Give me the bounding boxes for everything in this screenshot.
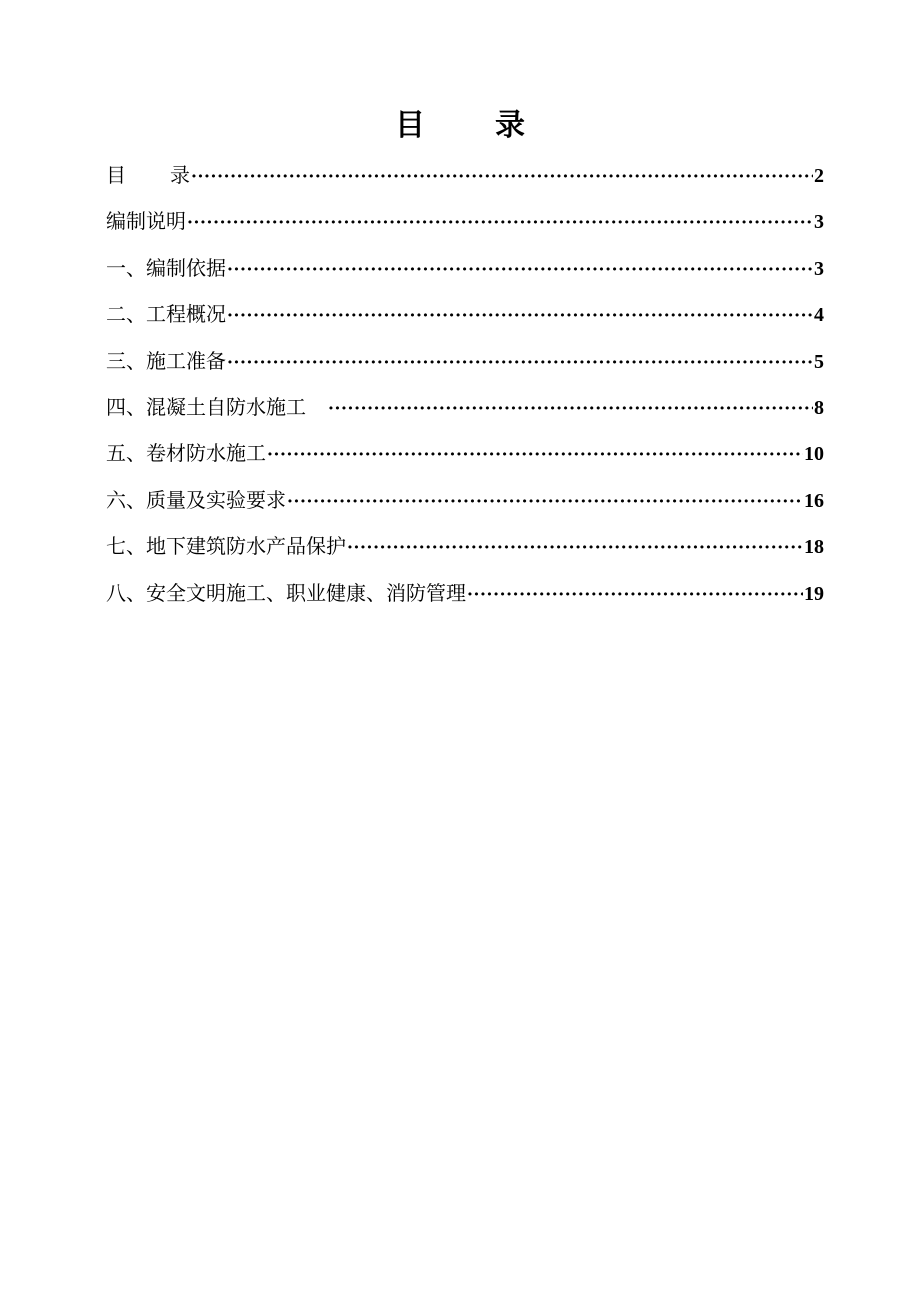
toc-entry-page-number: 3	[814, 257, 824, 280]
toc-entry-compilation-notes[interactable]	[106, 204, 824, 250]
toc-dot-leader	[227, 346, 813, 380]
toc-dot-leader	[267, 438, 803, 472]
toc-entry-contents[interactable]	[106, 158, 824, 204]
toc-dot-leader	[187, 206, 813, 240]
toc-dot-leader	[328, 392, 813, 426]
toc-entry-label-part-1: 目	[106, 163, 126, 187]
toc-entry-page-number: 4	[814, 304, 824, 327]
toc-entry-section-6[interactable]	[106, 483, 824, 529]
page-title-char-1: 目	[395, 108, 425, 143]
toc-dot-leader	[347, 531, 803, 565]
toc-entry-label: 一、编制依据	[106, 255, 226, 280]
toc-entry-label: 八、安全文明施工、职业健康、消防管理	[106, 580, 466, 605]
toc-entry-page-number: 10	[804, 443, 824, 466]
toc-entry-page-number: 8	[814, 396, 824, 419]
toc-entry-page-number: 5	[814, 350, 824, 373]
toc-entry-section-1[interactable]	[106, 251, 824, 297]
toc-entry-page-number: 3	[814, 211, 824, 234]
toc-entry-page-number: 16	[804, 489, 824, 512]
toc-entry-label-part-2: 录	[170, 163, 190, 187]
toc-dot-leader	[227, 299, 813, 333]
toc-entry-label: 五、卷材防水施工	[106, 441, 266, 466]
toc-entry-section-4[interactable]	[106, 390, 824, 436]
toc-dot-leader	[191, 160, 813, 194]
toc-entry-section-5[interactable]	[106, 436, 824, 482]
toc-entry-page-number: 19	[804, 582, 824, 605]
toc-entry-section-3[interactable]	[106, 344, 824, 390]
toc-dot-leader	[287, 485, 803, 519]
toc-entry-page-number: 2	[814, 165, 824, 187]
toc-entry-label	[106, 158, 190, 192]
toc-entry-page-number: 18	[804, 536, 824, 559]
toc-entry-section-7[interactable]	[106, 529, 824, 575]
toc-entry-section-8[interactable]	[106, 576, 824, 622]
page-title-char-2: 录	[495, 108, 525, 143]
toc-entry-label: 二、工程概况	[106, 302, 226, 327]
toc-entry-label: 六、质量及实验要求	[106, 487, 286, 512]
toc-entry-label: 编制说明	[106, 209, 186, 234]
toc-entry-label: 三、施工准备	[106, 348, 226, 373]
toc-dot-leader	[227, 253, 813, 287]
page-title	[0, 100, 920, 144]
toc-dot-leader	[467, 578, 803, 612]
toc-entry-label: 四、混凝土自防水施工	[106, 394, 306, 419]
toc-entry-label: 七、地下建筑防水产品保护	[106, 534, 346, 559]
toc-entry-section-2[interactable]	[106, 297, 824, 343]
table-of-contents	[106, 158, 824, 622]
